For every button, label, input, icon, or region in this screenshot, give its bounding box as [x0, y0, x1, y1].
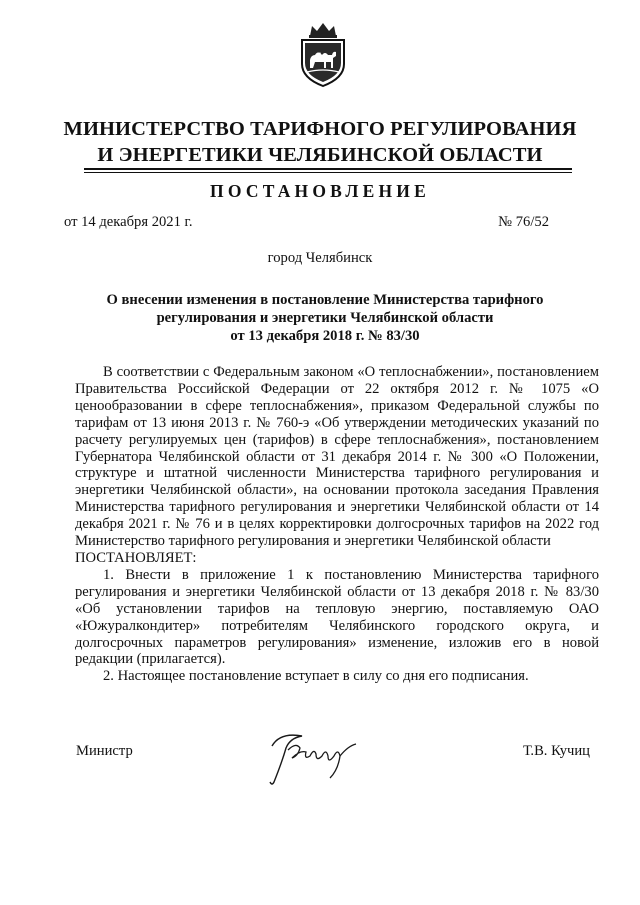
ministry-name: [40, 116, 600, 168]
document-date: от 14 декабря 2021 г.: [64, 214, 193, 230]
document-number: № 76/52: [498, 214, 549, 230]
signatory-position: Министр: [76, 743, 133, 759]
title-line3: от 13 декабря 2018 г. № 83/30: [230, 328, 420, 345]
resolves-heading: ПОСТАНОВЛЯЕТ:: [75, 549, 197, 566]
document-body: [75, 364, 599, 685]
header-divider-thick: [84, 168, 572, 170]
coat-of-arms-icon: [298, 22, 348, 88]
ministry-name-line2: И ЭНЕРГЕТИКИ ЧЕЛЯБИНСКОЙ ОБЛАСТИ: [97, 144, 543, 166]
ministry-name-line1: МИНИСТЕРСТВО ТАРИФНОГО РЕГУЛИРОВАНИЯ: [63, 118, 577, 140]
document-title: [60, 291, 590, 346]
document-city: город Челябинск: [267, 250, 373, 266]
signatory-name: Т.В. Кучиц: [522, 743, 590, 759]
item-1-paragraph: 1. Внести в приложение 1 к постановлению Министерства тарифного регулирования и энергетики Челябинской области от 13 декабря 2018 г. № 83/30 «Об установлении тарифов на тепловую энергию, поставляемую ОАО «Южуралкондитер» потребителям Челябинского городского округа, и долгосрочных параметров регулирования» изменение, изложив его в новой редакции (прилагается).: [75, 566, 599, 668]
document-type: ПОСТАНОВЛЕНИЕ: [210, 181, 430, 201]
title-line2: регулирования и энергетики Челябинской области: [156, 310, 494, 327]
handwritten-signature-icon: [252, 726, 370, 788]
header-divider-thin: [84, 172, 572, 173]
title-line1: О внесении изменения в постановление Министерства тарифного: [106, 292, 544, 308]
preamble-paragraph: В соответствии с Федеральным законом «О теплоснабжении», постановлением Правительства Российской Федерации от 22 октября 2012 г. № 1075 «О ценообразовании в сфере теплоснабжения», приказом Федеральной службы по тарифам от 13 июня 2013 г. № 760-э «Об утверждении методических указаний по расчету регулируемых цен (тарифов) в сфере теплоснабжения», постановлением Губернатора Челябинской области от 31 декабря 2014 г. № 300 «О Положении, структуре и штатной численности Министерства тарифного регулирования и энергетики Челябинской области», на основании протокола заседания Правления Министерства тарифного регулирования и энергетики Челябинской области от 14 декабря 2021 г. № 76 и в целях корректировки долгосрочных тарифов на 2022 год Министерство тарифного регулирования и энергетики Челябинской области: [75, 364, 599, 550]
item-2-paragraph: 2. Настоящее постановление вступает в силу со дня его подписания.: [103, 668, 529, 685]
